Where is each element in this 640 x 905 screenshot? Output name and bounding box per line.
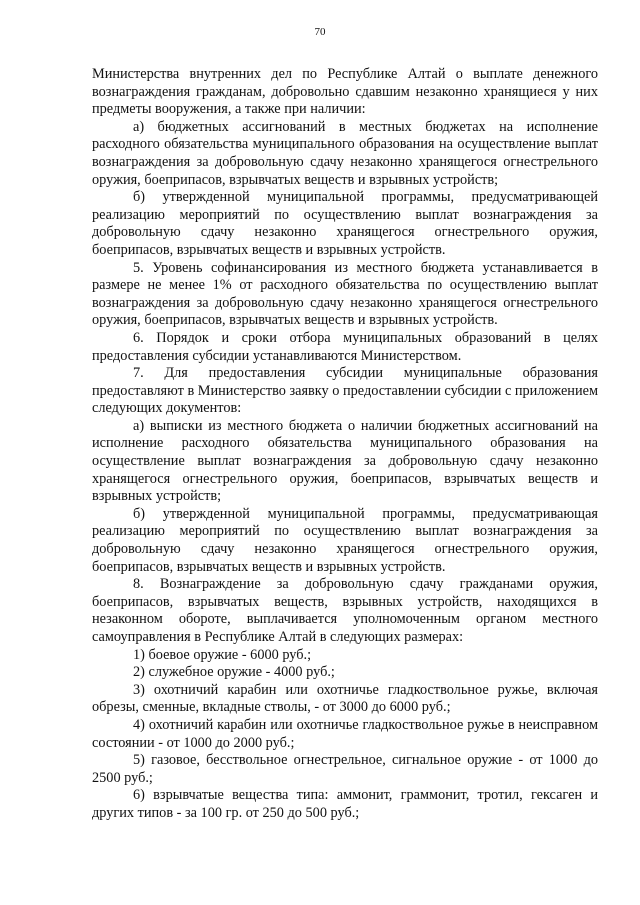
list-item-reward-6: 6) взрывчатые вещества типа: аммонит, граммонит, тротил, гексаген и других типов - за 100 гр. от 250 до 500 руб.; <box>92 787 598 821</box>
paragraph-item-6: 6. Порядок и сроки отбора муниципальных образований в целях предоставления субсидии устанавливаются Министерством. <box>92 329 598 364</box>
page-number: 70 <box>314 26 326 38</box>
paragraph-document-b: б) утвержденной муниципальной программы, предусматривающая реализацию мероприятий по осуществлению выплат вознаграждения за добровольную сдачу незаконно хранящегося огнестрельного оружия, боеприпасов, взрывчатых веществ и взрывных устройств. <box>92 505 598 575</box>
list-item-reward-4: 4) охотничий карабин или охотничье гладкоствольное ружье в неисправном состоянии - от 1000 до 2000 руб.; <box>92 716 598 751</box>
paragraph-item-5: 5. Уровень софинансирования из местного бюджета устанавливается в размере не менее 1% от расходного обязательства по осуществлению выплат вознаграждения за добровольную сдачу незаконно хранящегося огнестрельного оружия, боеприпасов, взрывчатых веществ и взрывных устройств. <box>92 259 598 329</box>
paragraph-condition-a: а) бюджетных ассигнований в местных бюджетах на исполнение расходного обязательства муниципального образования на осуществление выплат вознаграждения за добровольную сдачу незаконно хранящегося огнестрельного оружия, боеприпасов, взрывчатых веществ и взрывных устройств; <box>92 118 598 188</box>
paragraph-item-7: 7. Для предоставления субсидии муниципальные образования предоставляют в Министерство заявку о предоставлении субсидии с приложением следующих документов: <box>92 365 598 417</box>
paragraph-document-a: а) выписки из местного бюджета о наличии бюджетных ассигнований на исполнение расходного обязательства муниципального образования на осуществление выплат вознаграждения за добровольную сдачу незаконно хранящегося огнестрельного оружия, боеприпасов, взрывчатых веществ и взрывных устройств; <box>92 417 598 505</box>
list-item-reward-3: 3) охотничий карабин или охотничье гладкоствольное ружье, включая обрезы, сменные, вкладные стволы, - от 3000 до 6000 руб.; <box>92 681 598 716</box>
list-item-reward-5: 5) газовое, бесствольное огнестрельное, сигнальное оружие - от 1000 до 2500 руб.; <box>92 752 598 786</box>
document-body <box>92 66 598 823</box>
list-item-reward-2: 2) служебное оружие - 4000 руб.; <box>133 664 335 681</box>
paragraph-item-8: 8. Вознаграждение за добровольную сдачу гражданами оружия, боеприпасов, взрывчатых веществ, взрывных устройств, находящихся в незаконном обороте, выплачивается уполномоченным органом местного самоуправления в Республике Алтай в следующих размерах: <box>92 576 598 645</box>
list-item-reward-1: 1) боевое оружие - 6000 руб.; <box>133 646 312 663</box>
paragraph-intro-continuation: Министерства внутренних дел по Республике Алтай о выплате денежного вознаграждения гражданам, добровольно сдавшим незаконно хранящиеся у них предметы вооружения, а также при наличии: <box>92 66 598 118</box>
paragraph-condition-b: б) утвержденной муниципальной программы, предусматривающей реализацию мероприятий по осуществлению выплат вознаграждения за добровольную сдачу незаконно хранящегося огнестрельного оружия, боеприпасов, взрывчатых веществ и взрывных устройств. <box>92 189 598 258</box>
